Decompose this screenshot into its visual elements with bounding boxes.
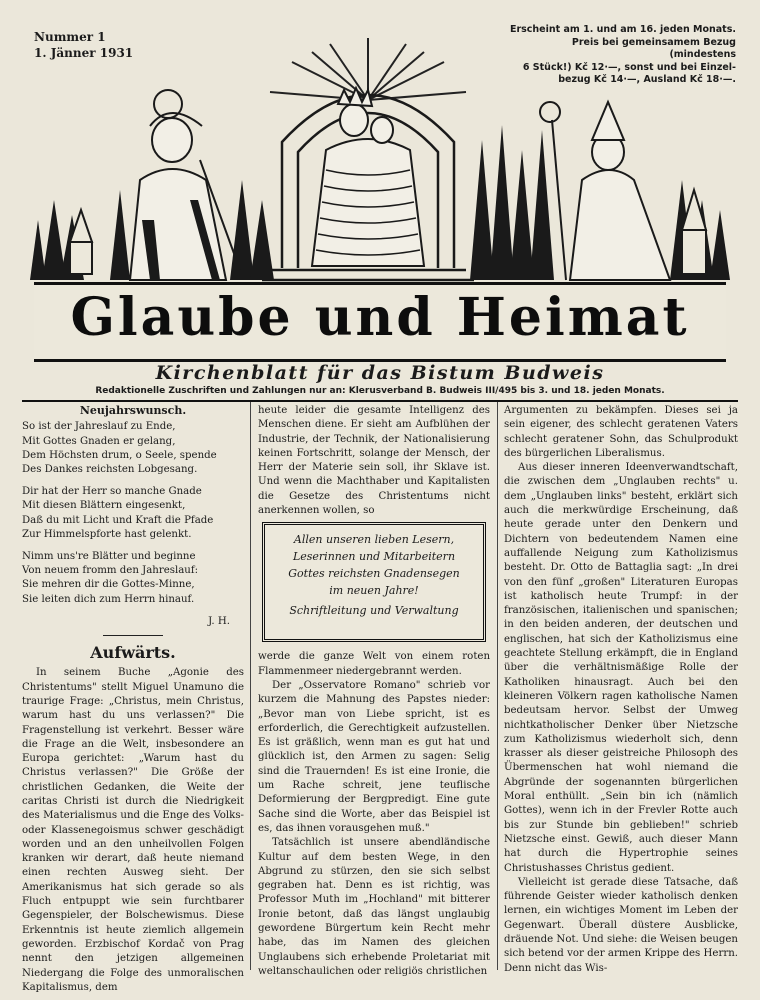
column-3 xyxy=(504,404,738,976)
pub-info-line: 6 Stück!) Kč 12·—, sonst und bei Einzel- xyxy=(522,61,736,73)
issue-date: 1. Jänner 1931 xyxy=(34,46,134,60)
issue-number: Nummer 1 xyxy=(34,30,106,44)
poem-stanza xyxy=(22,485,244,542)
title-band xyxy=(34,282,726,362)
poem-line: Zur Himmelspforte hast gelenkt. xyxy=(22,528,192,540)
newspaper-subtitle: Kirchenblatt für das Bistum Budweis xyxy=(155,362,605,384)
greeting-line: im neuen Jahre! xyxy=(329,584,419,597)
poem-line: Des Dankes reichsten Lobgesang. xyxy=(22,463,198,475)
poem-line: Nimm uns're Blätter und beginne xyxy=(22,550,196,562)
poem-stanza xyxy=(22,420,244,477)
poem-stanza xyxy=(22,550,244,607)
article-title: Aufwärts. xyxy=(90,643,176,663)
article-paragraph: Aus dieser inneren Ideenverwandtschaft, die zwischen dem „Unglauben rechts" u. dem „Unglauben links" besteht, erklärt sich auch die merkwürdige Erscheinung, daß heute gerade unter den Denkern und Dichtern von bedeutendem Namen eine auffallende Neigung zum Katholizismus besteht. Dr. Otto de Battaglia sagt: „In drei von den fünf „großen" Literaturen Europas ist katholisch heute Trumpf: in der französischen, italienischen und spanischen; in den beiden anderen, der deutschen und englischen, hat sich der Katholizismus eine geachtete Stellung erkämpft, die in England über die verhältnismäßige Rolle der Katholiken hinausragt. Auch bei den kleineren Völkern ragen katholische Namen bedeutsam hervor. Selbst der Umweg nichtkatholischer Denker über Nietzsche zum Katholizismus wiederholt sich, denn krasser als dieser geistreiche Philosoph des Übermenschen hat wohl niemand die Abgründe der sogenannten bürgerlichen Moral enthüllt. „Sein bin ich (nämlich Gottes), wenn ich in der Frevler Rotte auch bis zur Stunde bin geblieben!" schrieb Nietzsche einst. Gewiß, auch dieser Mann hat durch die Hypertrophie seines Christushasses Christus gedient. xyxy=(504,462,738,874)
editorial-address: Redaktionelle Zuschriften und Zahlungen nur an: Klerusverband B. Budweis III/495 bis 3. und 18. jeden Monats. xyxy=(95,386,665,396)
column-separator xyxy=(497,402,498,970)
poem-line: Dem Höchsten drum, o Seele, spende xyxy=(22,449,217,461)
newspaper-title: Glaube und Heimat xyxy=(70,287,690,348)
column-separator xyxy=(250,402,251,970)
column-1 xyxy=(22,404,244,995)
masthead-illustration xyxy=(30,30,730,292)
article-paragraph: Vielleicht ist gerade diese Tatsache, daß führende Geister wieder katholisch denken lernen, ein wichtiges Moment im Leben der Gegenwart. Überall düstere Ausblicke, dräuende Not. Und siehe: die Weisen beugen sich betend vor der armen Krippe des Herrn. Denn nicht das Wis- xyxy=(504,876,738,974)
poem-line: Sie leiten dich zum Herrn hinauf. xyxy=(22,593,195,605)
greeting-line: Leserinnen und Mitarbeitern xyxy=(292,550,456,563)
poem-line: Sie mehren dir die Gottes-Minne, xyxy=(22,579,195,591)
pub-info-line: bezug Kč 14·—, Ausland Kč 18·—. xyxy=(558,74,736,85)
pub-info-line: Erscheint am 1. und am 16. jeden Monats. xyxy=(509,24,736,35)
greeting-line: Gottes reichsten Gnadensegen xyxy=(288,567,460,580)
poem-line: Dir hat der Herr so manche Gnade xyxy=(22,486,202,498)
poem-line: Mit diesen Blättern eingesenkt, xyxy=(22,500,186,512)
poem-line: Mit Gottes Gnaden er gelang, xyxy=(22,435,176,447)
greeting-signature: Schriftleitung und Verwaltung xyxy=(289,604,459,617)
poem-line: Daß du mit Licht und Kraft die Pfade xyxy=(22,514,214,526)
new-year-greeting-box xyxy=(262,522,486,642)
article-paragraph: werde die ganze Welt von einem roten Flammenmeer niedergebrannt werden. xyxy=(258,651,490,677)
article-paragraph: heute leider die gesamte Intelligenz des Menschen diene. Er sieht am Aufblühen der Industrie, der Technik, der Nationalisierung keinen Fortschritt, solange der Mensch, der Herr der Materie sein soll, ihr Sklave ist. Und wenn die Machthaber und Kapitalisten die Gesetze des Christentums nicht anerkennen wollen, so xyxy=(258,405,490,517)
article-paragraph: Der „Osservatore Romano" schrieb vor kurzem die Mahnung des Papstes nieder: „Bevor man von Liebe spricht, ist es erforderlich, die Gerechtigkeit aufzustellen. Es ist gräßlich, wenn man es gut hat und glücklich ist, den Armen zu sagen: Selig sind die Trauernden! Es ist eine Ironie, die um Rache schreit, jene teuflische Deformierung der Bergpredigt. Eine gute Sache sind die Worte, aber das Beispiel ist es, das ihnen vorausgehen muß." xyxy=(258,679,490,834)
greeting-line: Allen unseren lieben Lesern, xyxy=(293,533,455,546)
article-paragraph: Argumenten zu bekämpfen. Dieses sei ja sein eigener, des schlecht geratenen Vaters schlecht geratener Sohn, das Schulprodukt des bürgerlichen Liberalismus. xyxy=(504,405,738,459)
pub-info-line: Preis bei gemeinsamem Bezug (mindestens xyxy=(571,36,736,60)
poem-signature: J. H. xyxy=(208,615,230,627)
poem-separator xyxy=(103,635,163,636)
column-2 xyxy=(258,404,490,979)
header-rule xyxy=(22,400,738,402)
poem-line: Von neuem fromm den Jahreslauf: xyxy=(22,565,199,577)
article-paragraph: Tatsächlich ist unsere abendländische Kultur auf dem besten Wege, in den Abgrund zu stürzen, den sie sich selbst gegraben hat. Denn es ist richtig, was Professor Muth im „Hochland" mit bitterer Ironie betont, daß das längst unglaubig gewordene Bürgertum kein Recht mehr habe, das im Namen des gleichen Unglaubens sich erhebende Proletariat mit weltanschaulichen oder religiös christlichen xyxy=(258,837,490,977)
article-paragraph: In seinem Buche „Agonie des Christentums" stellt Miguel Unamuno die traurige Frage: „Christus, mein Christus, warum hast du uns verlassen?" Die Fragenstellung ist verkehrt. Besser wäre die Frage an die Welt, insbesondere an Europa gerichtet: „Warum hast du Christus verlassen?" Die Größe der christlichen Gedanken, die Weite der caritas Christi ist durch die Niedrigkeit des Materialismus und die Enge des Volks- oder Klassenegoismus schwer geschädigt worden und an den unheilvollen Folgen kranken wir derart, daß heute niemand einen rechten Ausweg sieht. Der Amerikanismus hat sich gerade so als Fluch entpuppt wie sein furchtbarer Gegenspieler, der Bolschewismus. Diese Erkenntnis ist heute ziemlich allgemein geworden. Erzbischof Kordač von Prag nennt den jetzigen allgemeinen Niedergang die Folge des unmoralischen Kapitalismus, dem xyxy=(22,667,244,993)
poem-line: So ist der Jahreslauf zu Ende, xyxy=(22,421,176,433)
poem-title: Neujahrswunsch. xyxy=(79,404,187,417)
